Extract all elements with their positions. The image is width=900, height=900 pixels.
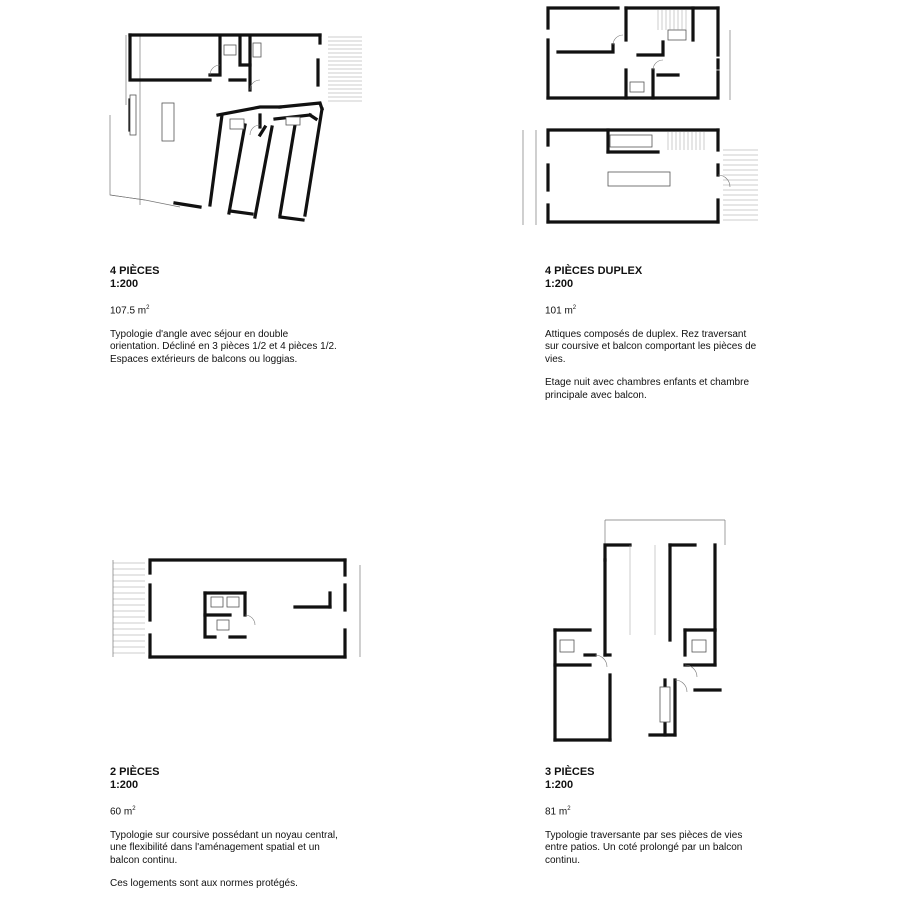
- floor-plan-4-pieces: [100, 15, 370, 230]
- caption-4-pieces-duplex: [545, 265, 760, 402]
- plan-title: 3 PIÈCES: [545, 766, 595, 778]
- plan-description: Typologie traversante par ses pièces de vies entre patios. Un coté prolongé par un balcon continu.: [545, 829, 743, 866]
- plan-description: Typologie d'angle avec séjour en double orientation. Décliné en 3 pièces 1/2 et 4 pièces 1/2. Espaces extérieurs de balcons ou loggias.: [110, 328, 337, 365]
- plan-title: 4 PIÈCES DUPLEX: [545, 265, 643, 277]
- floor-plan-2-pieces: [105, 545, 370, 670]
- plan-description: Typologie sur coursive possédant un noyau central, une flexibilité dans l'aménagement spatial et un balcon continu.: [110, 829, 338, 866]
- caption-3-pieces: [545, 766, 760, 867]
- plan-scale: 1:200: [110, 278, 139, 290]
- plan-description-2: Ces logements sont aux normes protégés.: [110, 878, 298, 890]
- plan-area: 107.5 $m^2$: [110, 305, 150, 317]
- plan-description: Attiques composés de duplex. Rez traversant sur coursive et balcon comportant les pièces de vies.: [545, 328, 757, 365]
- plan-area: 81 $m^2$: [545, 806, 571, 818]
- plan-scale: 1:200: [110, 779, 139, 791]
- plan-title: 2 PIÈCES: [110, 766, 160, 778]
- floor-plan-4-pieces-duplex: [518, 0, 763, 235]
- caption-2-pieces: [110, 766, 340, 891]
- floor-plan-3-pieces: [545, 515, 745, 745]
- plan-area: 60 $m^2$: [110, 806, 136, 818]
- plan-scale: 1:200: [545, 779, 574, 791]
- caption-4-pieces: [110, 265, 340, 366]
- plan-title: 4 PIÈCES: [110, 265, 160, 277]
- plan-scale: 1:200: [545, 278, 574, 290]
- plan-area: 101 $m^2$: [545, 305, 577, 317]
- plan-description-2: Etage nuit avec chambres enfants et chambre principale avec balcon.: [545, 377, 750, 401]
